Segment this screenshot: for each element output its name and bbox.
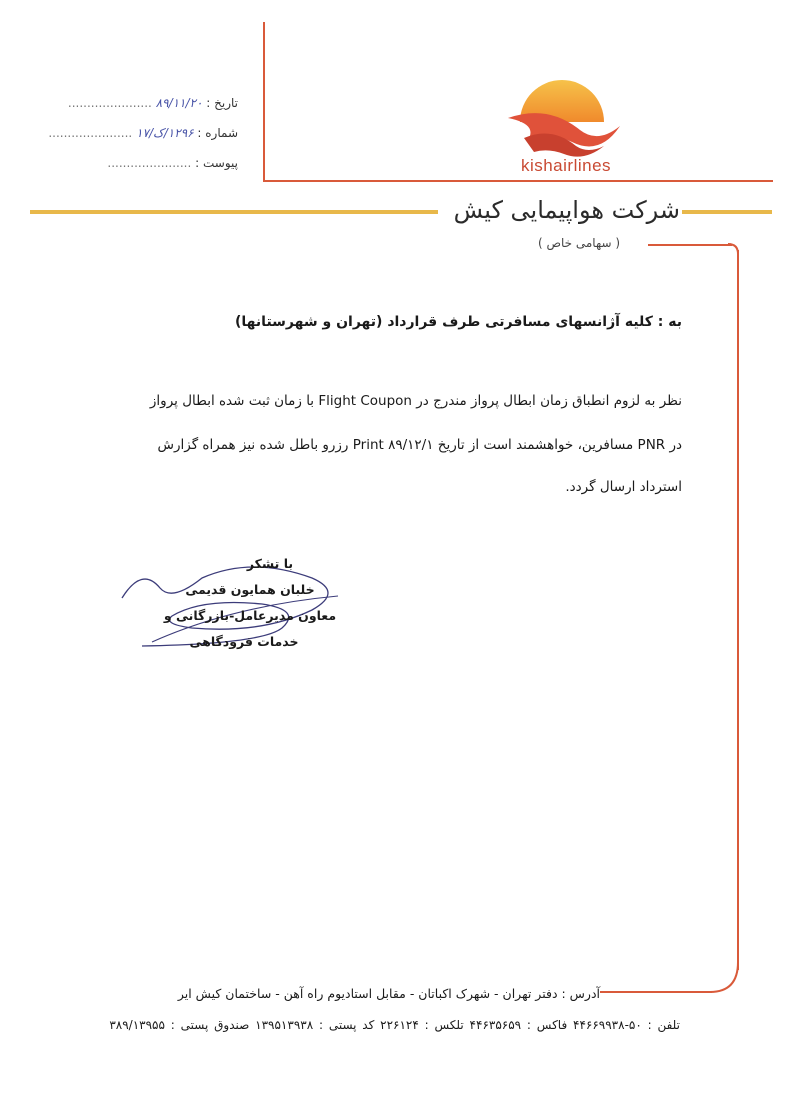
company-name: شرکت هواپیمایی کیش — [453, 196, 680, 224]
number-field — [48, 126, 238, 140]
date-label: تاریخ : — [206, 96, 238, 110]
frame-corner-curve-top — [728, 242, 742, 256]
frame-right-short-line — [648, 244, 732, 246]
frame-vertical-line-top — [263, 22, 265, 182]
header-rule-right — [682, 210, 772, 214]
letter-recipient: به : کلیه آژانسهای مسافرتی طرف قرارداد (تهران و شهرستانها) — [235, 314, 682, 330]
frame-bottom-line — [600, 991, 712, 993]
letter-paragraph-line-3: استرداد ارسال گردد. — [565, 479, 682, 495]
frame-horizontal-line-top — [263, 180, 773, 182]
signature-closing: با تشکر — [246, 556, 294, 571]
date-dots: ...................... — [67, 96, 152, 110]
logo-wordmark: kishairlines — [520, 156, 612, 175]
signature-title-1: معاون مدیرعامل-بازرگانی و — [163, 608, 337, 623]
date-value: ۸۹/۱۱/۲۰ — [155, 96, 203, 110]
date-field — [67, 96, 238, 110]
letter-paragraph-line-2: در PNR مسافرین، خواهشمند است از تاریخ ۸۹/۱۲/۱ Print رزرو باطل شده نیز همراه گزارش — [157, 437, 682, 453]
footer-contact: تلفن : ۵۰-۴۴۶۶۹۹۳۸ فاکس : ۴۴۶۳۵۶۵۹ تلکس : ۲۲۶۱۲۴ کد پستی : ۱۳۹۵۱۳۹۳۸ صندوق پستی : ۳۸۹/۱۳۹۵۵ — [109, 1018, 680, 1032]
kish-airlines-logo — [488, 60, 638, 180]
company-subtitle: ( سهامی خاص ) — [537, 236, 621, 250]
signature-name: خلبان همایون قدیمی — [185, 582, 315, 597]
attachment-dots: ...................... — [107, 156, 192, 170]
sun-wave-icon — [488, 60, 638, 160]
attachment-field — [88, 156, 238, 170]
number-dots: ...................... — [48, 126, 133, 140]
signature-title-2: خدمات فرودگاهی — [189, 634, 299, 649]
frame-corner-curve-bottom — [706, 962, 742, 1002]
footer-address: آدرس : دفتر تهران - شهرک اکباتان - مقابل استادیوم راه آهن - ساختمان کیش ایر — [177, 986, 600, 1001]
number-label: شماره : — [197, 126, 238, 140]
number-value: ۱۲۹۶/ک/۱۷ — [136, 126, 194, 140]
attachment-label: پیوست : — [195, 156, 238, 170]
frame-vertical-line-right — [737, 250, 739, 970]
letter-paragraph-line-1: نظر به لزوم انطباق زمان ابطال پرواز مندرج در Flight Coupon با زمان ثبت شده ابطال پرواز — [149, 393, 682, 409]
signature-block — [160, 556, 340, 666]
header-rule-left — [30, 210, 438, 214]
